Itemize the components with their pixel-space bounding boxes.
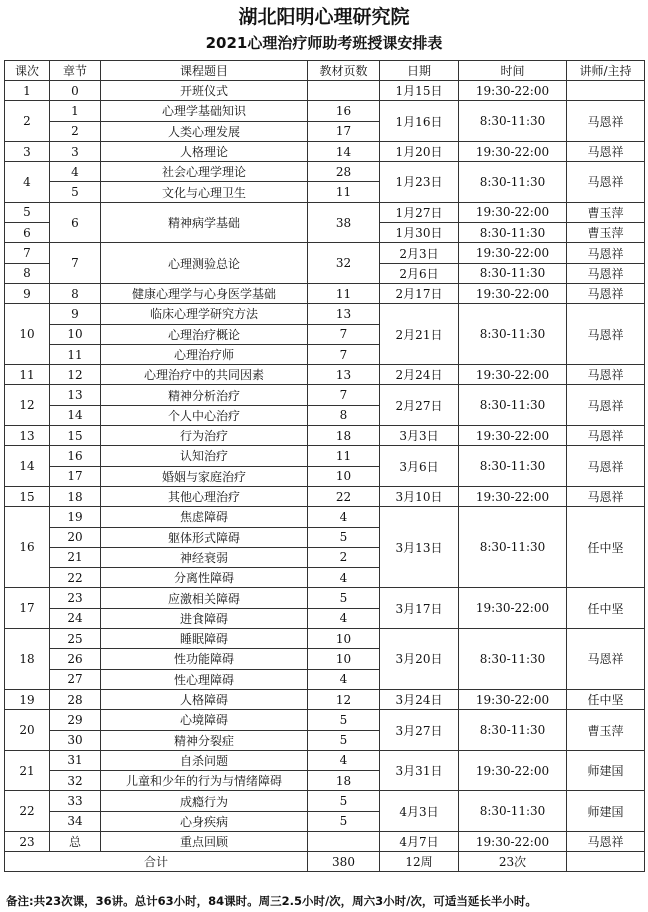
cell-date: 3月31日 [380,750,459,791]
cell-lecturer: 马恩祥 [567,446,645,487]
cell-chapter: 18 [50,486,101,506]
cell-date: 3月3日 [380,426,459,446]
cell-chapter: 1 [50,101,101,121]
table-row [5,689,645,709]
cell-chapter: 23 [50,588,101,608]
cell-topic: 精神分析治疗 [101,385,308,405]
cell-topic: 神经衰弱 [101,547,308,567]
table-row [5,791,645,811]
cell-lecturer: 马恩祥 [567,365,645,385]
cell-chapter: 6 [50,202,101,243]
cell-chapter: 0 [50,81,101,101]
table-row [5,750,645,770]
cell-time: 8:30-11:30 [459,162,567,203]
cell-topic: 心理测验总论 [101,243,308,284]
cell-time: 19:30-22:00 [459,365,567,385]
cell-topic: 心境障碍 [101,710,308,730]
cell-time: 8:30-11:30 [459,629,567,690]
cell-lecturer: 曹玉萍 [567,202,645,222]
cell-lecturer: 师建国 [567,791,645,832]
cell-pages: 4 [308,750,380,770]
cell-date: 2月21日 [380,304,459,365]
cell-chapter: 19 [50,507,101,527]
cell-date: 2月6日 [380,263,459,283]
table-row [5,81,645,101]
cell-date: 3月17日 [380,588,459,629]
cell-chapter: 25 [50,629,101,649]
cell-time: 19:30-22:00 [459,689,567,709]
cell-topic: 心身疾病 [101,811,308,831]
cell-pages: 7 [308,324,380,344]
cell-chapter: 11 [50,344,101,364]
cell-pages: 4 [308,669,380,689]
cell-date: 3月6日 [380,446,459,487]
cell-date: 4月7日 [380,831,459,851]
table-row [5,446,645,466]
cell-date: 1月30日 [380,223,459,243]
cell-chapter: 10 [50,324,101,344]
header-chapter: 章节 [50,61,101,81]
table-row [5,507,645,527]
cell-time: 8:30-11:30 [459,101,567,142]
table-row [5,162,645,182]
cell-chapter: 33 [50,791,101,811]
table-row [5,385,645,405]
cell-topic: 开班仪式 [101,81,308,101]
cell-date: 3月20日 [380,629,459,690]
cell-date: 1月27日 [380,202,459,222]
cell-pages: 17 [308,121,380,141]
cell-date: 2月27日 [380,385,459,426]
total-row [5,852,645,872]
cell-chapter: 4 [50,162,101,182]
table-row [5,243,645,263]
cell-topic: 进食障碍 [101,608,308,628]
header-lecturer: 讲师/主持 [567,61,645,81]
cell-time: 8:30-11:30 [459,385,567,426]
header-pages: 教材页数 [308,61,380,81]
total-empty [567,852,645,872]
cell-lecturer: 马恩祥 [567,629,645,690]
cell-topic: 重点回顾 [101,831,308,851]
cell-date: 1月23日 [380,162,459,203]
cell-time: 8:30-11:30 [459,223,567,243]
cell-pages: 5 [308,811,380,831]
cell-topic: 心理治疗师 [101,344,308,364]
cell-topic: 性功能障碍 [101,649,308,669]
cell-chapter: 31 [50,750,101,770]
table-row [5,304,645,324]
cell-lecturer: 任中坚 [567,507,645,588]
cell-lecturer: 马恩祥 [567,141,645,161]
cell-chapter: 2 [50,121,101,141]
cell-topic: 婚姻与家庭治疗 [101,466,308,486]
cell-time: 8:30-11:30 [459,507,567,588]
cell-lecturer: 马恩祥 [567,162,645,203]
cell-pages: 13 [308,365,380,385]
total-pages: 380 [308,852,380,872]
cell-topic: 临床心理学研究方法 [101,304,308,324]
cell-session: 6 [5,223,50,243]
cell-chapter: 9 [50,304,101,324]
cell-pages: 28 [308,162,380,182]
cell-pages: 2 [308,547,380,567]
cell-pages: 38 [308,202,380,243]
cell-date: 2月3日 [380,243,459,263]
total-sessions: 23次 [459,852,567,872]
cell-topic: 成瘾行为 [101,791,308,811]
cell-date: 2月17日 [380,283,459,303]
cell-time: 19:30-22:00 [459,202,567,222]
header-topic: 课程题目 [101,61,308,81]
table-row [5,426,645,446]
cell-pages: 12 [308,689,380,709]
cell-chapter: 20 [50,527,101,547]
cell-topic: 焦虑障碍 [101,507,308,527]
cell-chapter: 22 [50,568,101,588]
cell-chapter: 14 [50,405,101,425]
cell-lecturer: 马恩祥 [567,243,645,263]
cell-session: 12 [5,385,50,426]
table-row [5,202,645,222]
cell-session: 9 [5,283,50,303]
cell-pages: 5 [308,588,380,608]
cell-pages [308,831,380,851]
cell-date: 3月24日 [380,689,459,709]
cell-time: 19:30-22:00 [459,426,567,446]
cell-pages: 10 [308,629,380,649]
cell-time: 19:30-22:00 [459,243,567,263]
cell-chapter: 30 [50,730,101,750]
cell-time: 19:30-22:00 [459,81,567,101]
cell-time: 19:30-22:00 [459,283,567,303]
cell-pages: 5 [308,710,380,730]
total-label: 合计 [5,852,308,872]
cell-lecturer: 马恩祥 [567,101,645,142]
cell-date: 1月20日 [380,141,459,161]
cell-session: 1 [5,81,50,101]
cell-lecturer: 马恩祥 [567,283,645,303]
table-row [5,629,645,649]
cell-topic: 个人中心治疗 [101,405,308,425]
cell-topic: 文化与心理卫生 [101,182,308,202]
table-row [5,710,645,730]
cell-session: 21 [5,750,50,791]
table-row [5,365,645,385]
cell-pages: 5 [308,527,380,547]
total-weeks: 12周 [380,852,459,872]
cell-topic: 性心理障碍 [101,669,308,689]
cell-topic: 儿童和少年的行为与情绪障碍 [101,771,308,791]
schedule-table [4,60,645,872]
cell-session: 13 [5,426,50,446]
cell-topic: 心理治疗概论 [101,324,308,344]
cell-topic: 应激相关障碍 [101,588,308,608]
cell-pages [308,81,380,101]
cell-chapter: 29 [50,710,101,730]
footnote: 备注:共23次课，36讲。总计63小时，84课时。周三2.5小时/次，周六3小时/次，可适当延长半小时。 [6,894,537,908]
cell-topic: 自杀问题 [101,750,308,770]
cell-chapter: 8 [50,283,101,303]
cell-chapter: 3 [50,141,101,161]
cell-time: 19:30-22:00 [459,750,567,791]
cell-session: 10 [5,304,50,365]
cell-session: 17 [5,588,50,629]
cell-pages: 5 [308,730,380,750]
table-header-row [5,61,645,81]
cell-lecturer: 马恩祥 [567,831,645,851]
cell-chapter: 16 [50,446,101,466]
cell-pages: 18 [308,771,380,791]
cell-pages: 4 [308,568,380,588]
cell-lecturer: 师建国 [567,750,645,791]
cell-topic: 睡眠障碍 [101,629,308,649]
page-subtitle: 2021心理治疗师助考班授课安排表 [205,34,443,52]
cell-session: 5 [5,202,50,222]
cell-topic: 精神分裂症 [101,730,308,750]
cell-pages: 10 [308,649,380,669]
cell-chapter: 27 [50,669,101,689]
cell-time: 8:30-11:30 [459,304,567,365]
cell-time: 8:30-11:30 [459,263,567,283]
cell-session: 3 [5,141,50,161]
cell-pages: 18 [308,426,380,446]
cell-session: 4 [5,162,50,203]
header-session: 课次 [5,61,50,81]
cell-date: 1月15日 [380,81,459,101]
page-title: 湖北阳明心理研究院 [238,6,410,28]
cell-chapter: 32 [50,771,101,791]
cell-chapter: 12 [50,365,101,385]
cell-lecturer: 马恩祥 [567,486,645,506]
cell-topic: 人类心理发展 [101,121,308,141]
cell-date: 2月24日 [380,365,459,385]
cell-topic: 人格障碍 [101,689,308,709]
header-time: 时间 [459,61,567,81]
table-row [5,101,645,121]
cell-session: 2 [5,101,50,142]
cell-lecturer: 任中坚 [567,689,645,709]
cell-pages: 14 [308,141,380,161]
cell-pages: 5 [308,791,380,811]
table-row [5,588,645,608]
table-row [5,831,645,851]
cell-topic: 心理治疗中的共同因素 [101,365,308,385]
header-date: 日期 [380,61,459,81]
cell-date: 3月27日 [380,710,459,751]
cell-session: 18 [5,629,50,690]
cell-time: 19:30-22:00 [459,831,567,851]
cell-pages: 32 [308,243,380,284]
cell-session: 19 [5,689,50,709]
cell-time: 8:30-11:30 [459,710,567,751]
cell-pages: 11 [308,182,380,202]
cell-lecturer: 马恩祥 [567,263,645,283]
cell-topic: 人格理论 [101,141,308,161]
table-row [5,141,645,161]
cell-time: 19:30-22:00 [459,141,567,161]
cell-lecturer: 马恩祥 [567,385,645,426]
cell-pages: 13 [308,304,380,324]
cell-time: 8:30-11:30 [459,791,567,832]
cell-pages: 7 [308,344,380,364]
cell-lecturer: 马恩祥 [567,426,645,446]
cell-time: 8:30-11:30 [459,446,567,487]
cell-session: 11 [5,365,50,385]
cell-pages: 8 [308,405,380,425]
cell-topic: 认知治疗 [101,446,308,466]
cell-session: 22 [5,791,50,832]
cell-date: 3月10日 [380,486,459,506]
cell-topic: 行为治疗 [101,426,308,446]
cell-pages: 7 [308,385,380,405]
cell-pages: 4 [308,608,380,628]
cell-session: 8 [5,263,50,283]
table-row [5,283,645,303]
cell-chapter: 24 [50,608,101,628]
cell-chapter: 7 [50,243,101,284]
cell-chapter: 总 [50,831,101,851]
cell-chapter: 21 [50,547,101,567]
cell-session: 15 [5,486,50,506]
cell-session: 14 [5,446,50,487]
cell-lecturer: 曹玉萍 [567,223,645,243]
cell-topic: 分离性障碍 [101,568,308,588]
cell-session: 7 [5,243,50,263]
cell-chapter: 26 [50,649,101,669]
cell-session: 23 [5,831,50,851]
cell-pages: 16 [308,101,380,121]
cell-lecturer: 曹玉萍 [567,710,645,751]
cell-topic: 躯体形式障碍 [101,527,308,547]
cell-chapter: 28 [50,689,101,709]
cell-topic: 健康心理学与心身医学基础 [101,283,308,303]
cell-date: 4月3日 [380,791,459,832]
cell-pages: 22 [308,486,380,506]
cell-pages: 10 [308,466,380,486]
cell-date: 1月16日 [380,101,459,142]
cell-session: 16 [5,507,50,588]
cell-topic: 社会心理学理论 [101,162,308,182]
cell-lecturer [567,81,645,101]
cell-topic: 其他心理治疗 [101,486,308,506]
cell-topic: 心理学基础知识 [101,101,308,121]
cell-time: 19:30-22:00 [459,588,567,629]
cell-pages: 4 [308,507,380,527]
cell-pages: 11 [308,283,380,303]
cell-lecturer: 马恩祥 [567,304,645,365]
cell-chapter: 5 [50,182,101,202]
cell-chapter: 13 [50,385,101,405]
cell-chapter: 15 [50,426,101,446]
table-row [5,486,645,506]
cell-lecturer: 任中坚 [567,588,645,629]
cell-chapter: 34 [50,811,101,831]
cell-topic: 精神病学基础 [101,202,308,243]
cell-session: 20 [5,710,50,751]
cell-date: 3月13日 [380,507,459,588]
cell-time: 19:30-22:00 [459,486,567,506]
cell-pages: 11 [308,446,380,466]
cell-chapter: 17 [50,466,101,486]
